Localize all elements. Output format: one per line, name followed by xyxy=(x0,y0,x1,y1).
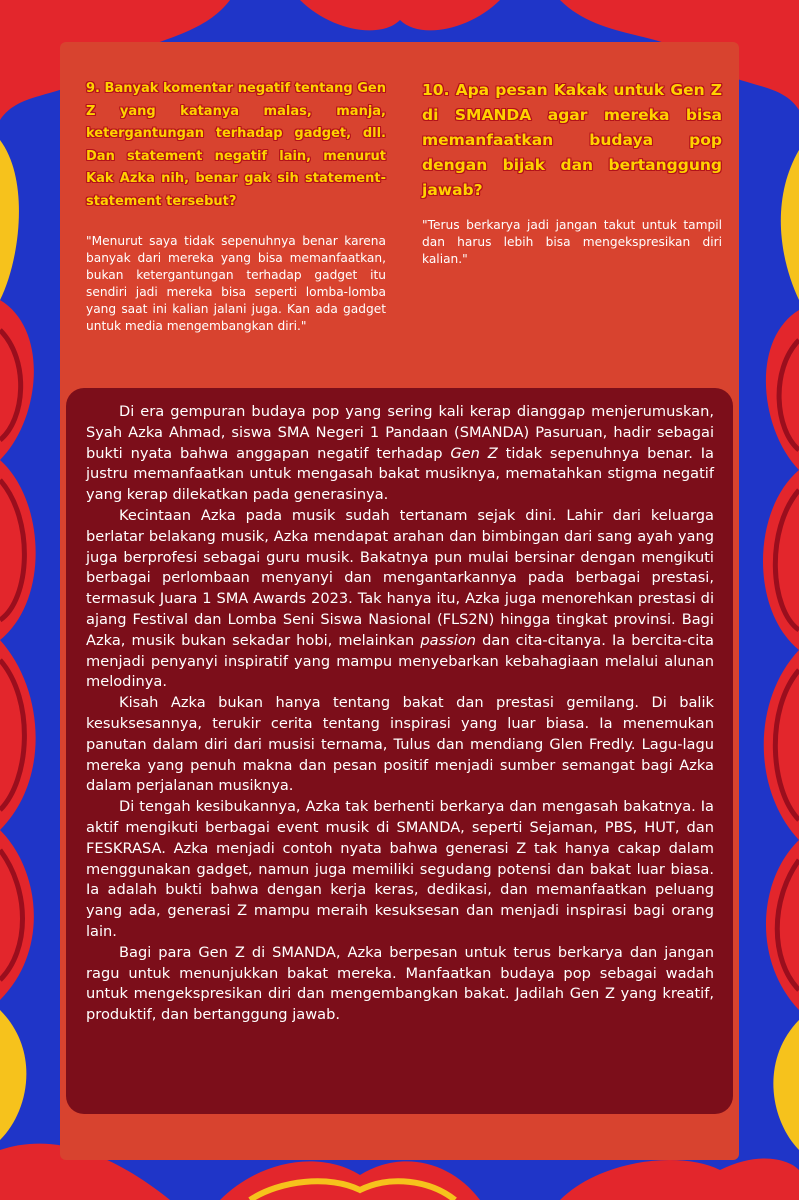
qa-block-9 xyxy=(86,78,386,335)
article-paragraph-4: Di tengah kesibukannya, Azka tak berhenti berkarya dan mengasah bakatnya. Ia aktif mengikuti berbagai event musik di SMANDA, seperti Sejaman, PBS, HUT, dan FESKRASA. Azka menjadi contoh nyata bahwa generasi Z tak hanya cakap dalam menggunakan gadget, namun juga memiliki segudang potensi dan bakat luar biasa. Ia adalah bukti bahwa dengan kerja keras, dedikasi, dan memanfaatkan peluang yang ada, generasi Z mampu meraih kesuksesan dan menjadi inspirasi bagi orang lain. xyxy=(86,798,714,940)
article-emphasis: Gen Z xyxy=(450,444,498,462)
article-paragraph-1 xyxy=(86,402,714,506)
article-emphasis: passion xyxy=(420,631,477,649)
article-text: Kecintaan Azka pada musik sudah tertanam sejak dini. Lahir dari keluarga berlatar belakang musik, Azka mendapat arahan dan bimbingan dari sang ayah yang juga berprofesi sebagai guru musik. Bakatnya pun mulai bersinar dengan mengikuti berbagai perlombaan menyanyi dan mengantarkannya pada berbagai prestasi, termasuk Juara 1 SMA Awards 2023. Tak hanya itu, Azka juga menorehkan prestasi di ajang Festival dan Lomba Seni Siswa Nasional (FLS2N) hingga tingkat provinsi. Bagi Azka, musik bukan sekadar hobi, melainkan xyxy=(86,506,714,649)
article-text: Di era gempuran budaya pop yang sering kali kerap dianggap menjerumuskan, Syah Azka Ahmad, siswa SMA Negeri 1 Pandaan (SMANDA) Pasuruan, hadir sebagai bukti nyata bahwa anggapan negatif terhadap xyxy=(86,403,714,462)
answer-10: "Terus berkarya jadi jangan takut untuk tampil dan harus lebih bisa mengekspresikan diri kalian." xyxy=(422,218,722,266)
answer-9: "Menurut saya tidak sepenuhnya benar karena banyak dari mereka yang bisa memanfaatkan, bukan ketergantungan terhadap gadget itu sendiri jadi mereka bisa seperti lomba-lomba yang saat ini kalian jalani juga. Kan ada gadget untuk media mengembangkan diri." xyxy=(86,234,386,333)
article-paragraph-5: Bagi para Gen Z di SMANDA, Azka berpesan untuk terus berkarya dan jangan ragu untuk menunjukkan bakat mereka. Manfaatkan budaya pop sebagai wadah untuk mengekspresikan diri dan mengembangkan bakat. Jadilah Gen Z yang kreatif, produktif, dan bertanggung jawab. xyxy=(86,943,714,1024)
article-text: tidak sepenuhnya benar. Ia justru memanfaatkan untuk mengasah bakat musiknya, mematahkan stigma negatif yang kerap dilekatkan pada generasinya. xyxy=(86,444,714,504)
qa-block-10 xyxy=(422,78,722,268)
question-9: 9. Banyak komentar negatif tentang Gen Z yang katanya malas, manja, ketergantungan terhadap gadget, dll. Dan statement negatif lain, menurut Kak Azka nih, benar gak sih statement-statement tersebut? xyxy=(86,81,386,209)
article-paragraph-3: Kisah Azka bukan hanya tentang bakat dan prestasi gemilang. Di balik kesuksesannya, terukir cerita tentang inspirasi yang luar biasa. Ia menemukan panutan dalam diri dari musisi ternama, Tulus dan mendiang Glen Fredly. Lagu-lagu mereka yang penuh makna dan pesan positif menjadi sumber semangat bagi Azka dalam perjalanan musiknya. xyxy=(86,694,714,795)
article-paragraph-2 xyxy=(86,506,714,693)
article-text: dan cita-citanya. Ia bercita-cita menjadi penyanyi inspiratif yang mampu menyebarkan kebahagiaan melalui alunan melodinya. xyxy=(86,631,714,691)
article-box xyxy=(66,388,733,1114)
question-10: 10. Apa pesan Kakak untuk Gen Z di SMANDA agar mereka bisa memanfaatkan budaya pop dengan bijak dan bertanggung jawab? xyxy=(422,81,722,199)
